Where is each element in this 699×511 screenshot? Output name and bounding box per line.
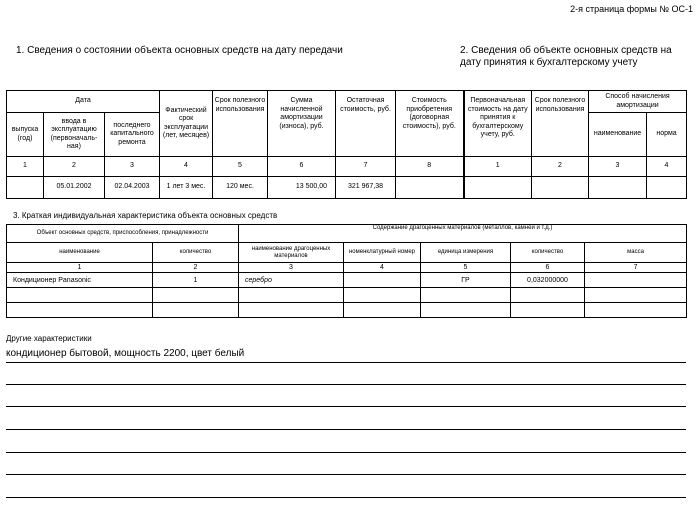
header-useful-life: Срок полезного использования: [213, 91, 268, 157]
cell-release: [7, 177, 44, 199]
asset-state-table: [6, 90, 687, 199]
header-mass: масса: [585, 243, 687, 263]
header-residual: Остаточная стоимость, руб.: [336, 91, 396, 157]
writing-line: [6, 362, 686, 363]
cell-metal-qty: 0,032000000: [511, 273, 585, 288]
col-num: 4: [647, 157, 687, 177]
section2-title: 2. Сведения об объекте основных средств на дату принятия к бухгалтерскому учету: [460, 45, 672, 68]
col-num: 7: [336, 157, 396, 177]
header-unit: единица измерения: [421, 243, 511, 263]
col-num: 3: [105, 157, 160, 177]
cell-initial-cost: [464, 177, 532, 199]
header-method-name: наименование: [589, 113, 647, 157]
col-num: 4: [344, 263, 421, 273]
col-num: 3: [589, 157, 647, 177]
cell-mass: [585, 288, 687, 303]
cell-useful-life-2: [532, 177, 589, 199]
col-num: 5: [213, 157, 268, 177]
col-num: 1: [7, 157, 44, 177]
section3-title: 3. Краткая индивидуальная характеристика объекта основных средств: [13, 211, 278, 220]
cell-metal: серебро: [239, 273, 344, 288]
col-num: 1: [464, 157, 532, 177]
col-num: 3: [239, 263, 344, 273]
header-date: Дата: [7, 91, 160, 113]
cell-name: [7, 303, 153, 318]
cell-method-norm: [647, 177, 687, 199]
cell-metal: [239, 288, 344, 303]
col-num: 1: [7, 263, 153, 273]
header-initial-cost: Первоначальная стоимость на дату принятия к бухгалтерскому учету, руб.: [464, 91, 532, 157]
header-release: выпуска (год): [7, 113, 44, 157]
cell-qty: [153, 303, 239, 318]
cell-qty: [153, 288, 239, 303]
writing-line: [6, 429, 686, 430]
header-metals: Содержание драгоценных материалов (металлов, камней и т.д.): [239, 225, 687, 243]
col-num: 8: [396, 157, 464, 177]
header-depreciation: Сумма начисленной амортизации (износа), руб.: [268, 91, 336, 157]
col-num: 6: [511, 263, 585, 273]
cell-actual-term: 1 лет 3 мес.: [160, 177, 213, 199]
col-num: 4: [160, 157, 213, 177]
header-acquisition: Стоимость приобретения (договорная стоимость), руб.: [396, 91, 464, 157]
cell-unit: [421, 303, 511, 318]
col-num: 2: [153, 263, 239, 273]
col-num: 5: [421, 263, 511, 273]
cell-nomenclature: [344, 303, 421, 318]
cell-nomenclature: [344, 288, 421, 303]
header-metal-qty: количество: [511, 243, 585, 263]
cell-commissioning: 05.01.2002: [44, 177, 105, 199]
header-actual-term: Фактический срок эксплуатации (лет, месяцев): [160, 91, 213, 157]
cell-mass: [585, 303, 687, 318]
writing-line: [6, 406, 686, 407]
cell-name: [7, 288, 153, 303]
cell-last-repair: 02.04.2003: [105, 177, 160, 199]
header-last-repair: последнего капитального ремонта: [105, 113, 160, 157]
cell-nomenclature: [344, 273, 421, 288]
cell-unit: [421, 288, 511, 303]
writing-line: [6, 452, 686, 453]
cell-name: Кондиционер Panasonic: [7, 273, 153, 288]
cell-acquisition: [396, 177, 464, 199]
characteristics-table: [6, 224, 687, 318]
header-nomenclature: номенклатурный номер: [344, 243, 421, 263]
writing-line: [6, 497, 686, 498]
cell-mass: [585, 273, 687, 288]
cell-metal-qty: [511, 303, 585, 318]
cell-metal: [239, 303, 344, 318]
header-qty: количество: [153, 243, 239, 263]
section1-title: 1. Сведения о состоянии объекта основных средств на дату передачи: [16, 45, 343, 56]
col-num: 2: [532, 157, 589, 177]
other-characteristics-value: кондиционер бытовой, мощность 2200, цвет белый: [6, 348, 245, 359]
cell-method-name: [589, 177, 647, 199]
col-num: 6: [268, 157, 336, 177]
cell-useful-life: 120 мес.: [213, 177, 268, 199]
writing-line: [6, 384, 686, 385]
col-num: 2: [44, 157, 105, 177]
cell-unit: ГР: [421, 273, 511, 288]
cell-qty: 1: [153, 273, 239, 288]
page-header: 2-я страница формы № ОС-1: [570, 4, 693, 14]
other-characteristics-label: Другие характеристики: [6, 334, 92, 343]
cell-depreciation: 13 500,00: [268, 177, 336, 199]
header-commissioning: ввода в эксплуатацию (первоначаль-ная): [44, 113, 105, 157]
header-name: наименование: [7, 243, 153, 263]
header-method-norm: норма: [647, 113, 687, 157]
writing-line: [6, 474, 686, 475]
header-metal-name: наименование драгоценных материалов: [239, 243, 344, 263]
cell-residual: 321 967,38: [336, 177, 396, 199]
header-object: Объект основных средств, приспособления, принадлежности: [7, 225, 239, 243]
col-num: 7: [585, 263, 687, 273]
header-useful-life-2: Срок полезного использования: [532, 91, 589, 157]
cell-metal-qty: [511, 288, 585, 303]
header-method: Способ начисления амортизации: [589, 91, 687, 113]
